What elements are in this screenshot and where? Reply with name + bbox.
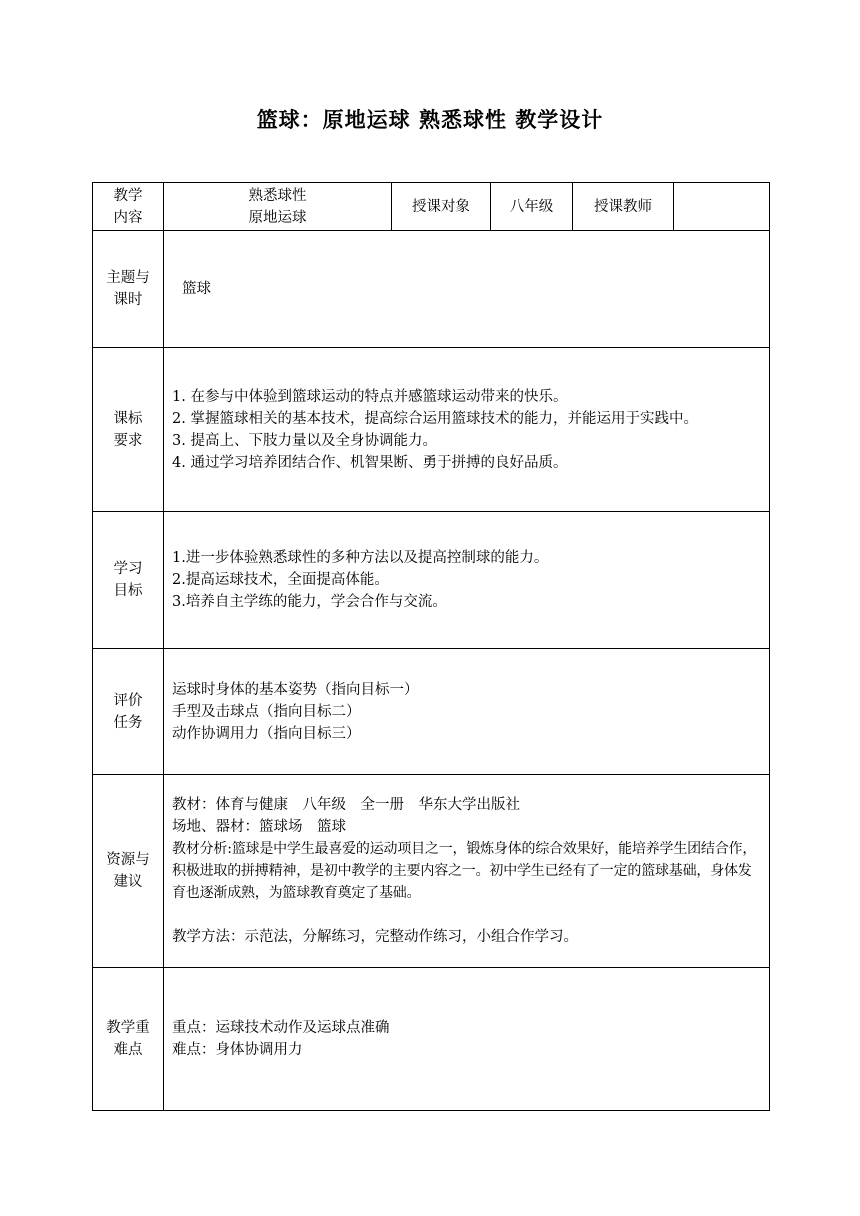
theme-label: 主题与 课时 <box>93 231 164 348</box>
evaluation-line: 手型及击球点（指向目标二） <box>172 703 361 720</box>
objective-line: 1.进一步体验熟悉球性的多种方法以及提高控制球的能力。 <box>172 550 549 566</box>
objective-line: 2.提高运球技术，全面提高体能。 <box>172 572 389 588</box>
resources-line: 场地、器材：篮球场 篮球 <box>172 819 346 835</box>
evaluation-label: 评价 任务 <box>93 649 164 775</box>
standards-row <box>93 348 770 512</box>
theme-value: 篮球 <box>164 231 770 348</box>
objectives-content <box>164 512 770 649</box>
objective-line: 3.培养自主学练的能力，学会合作与交流。 <box>172 594 447 610</box>
lesson-plan-table <box>92 182 770 1111</box>
standards-line: 4. 通过学习培养团结合作、机智果断、勇于拼搏的良好品质。 <box>172 454 568 471</box>
audience-value: 八年级 <box>491 183 573 231</box>
key-point-line: 重点：运球技术动作及运球点准确 <box>172 1020 390 1036</box>
standards-line: 1. 在参与中体验到篮球运动的特点并感篮球运动带来的快乐。 <box>172 388 568 405</box>
resources-label: 资源与 建议 <box>93 775 164 968</box>
key-point-line: 难点：身体协调用力 <box>172 1042 303 1058</box>
evaluation-row <box>93 649 770 775</box>
resources-content <box>164 775 770 968</box>
resources-line: 教学方法：示范法，分解练习，完整动作练习，小组合作学习。 <box>172 929 578 945</box>
page-title: 篮球：原地运球 熟悉球性 教学设计 <box>256 108 604 132</box>
objectives-label: 学习 目标 <box>93 512 164 649</box>
standards-line: 2. 掌握篮球相关的基本技术，提高综合运用篮球技术的能力，并能运用于实践中。 <box>172 410 698 427</box>
resources-line: 教材：体育与健康 八年级 全一册 华东大学出版社 <box>172 797 520 813</box>
evaluation-line: 运球时身体的基本姿势（指向目标一） <box>172 681 419 698</box>
evaluation-content <box>164 649 770 775</box>
content-row <box>93 183 770 231</box>
key-points-content <box>164 968 770 1111</box>
key-points-row <box>93 968 770 1111</box>
teacher-label: 授课教师 <box>573 183 674 231</box>
theme-row <box>93 231 770 348</box>
resources-row <box>93 775 770 968</box>
evaluation-line: 动作协调用力（指向目标三） <box>172 725 361 742</box>
audience-label: 授课对象 <box>392 183 491 231</box>
resources-line: 教材分析:篮球是中学生最喜爱的运动项目之一，锻炼身体的综合效果好，能培养学生团结合作，积极进取的拼搏精神，是初中教学的主要内容之一。初中学生已经有了一定的篮球基础，身体发育也逐渐成熟，为篮球教育奠定了基础。 <box>172 841 757 901</box>
blank-line <box>172 904 761 926</box>
teacher-value <box>674 183 770 231</box>
objectives-row <box>93 512 770 649</box>
content-label: 教学 内容 <box>93 183 164 231</box>
key-points-label: 教学重 难点 <box>93 968 164 1111</box>
standards-content <box>164 348 770 512</box>
standards-label: 课标 要求 <box>93 348 164 512</box>
content-value: 熟悉球性 原地运球 <box>164 183 392 231</box>
standards-line: 3. 提高上、下肢力量以及全身协调能力。 <box>172 432 437 449</box>
